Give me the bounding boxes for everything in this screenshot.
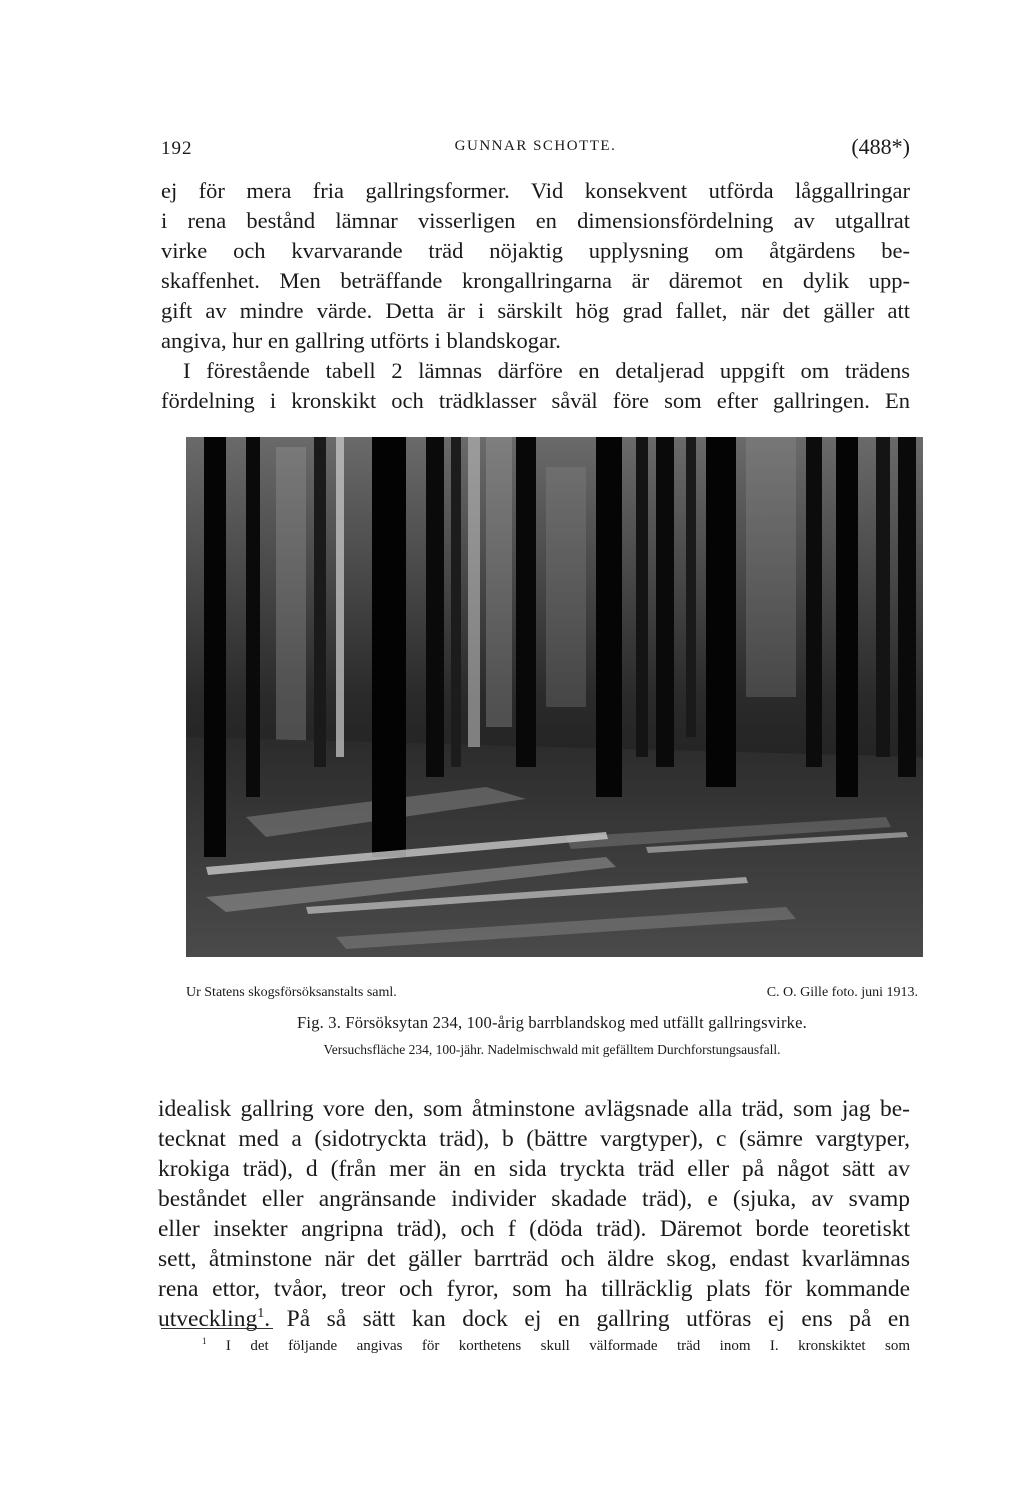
text-line: angiva, hur en gallring utförts i blandskogar. (161, 328, 561, 353)
text-line: virke och kvarvarande träd nöjaktig upplysning om åtgärdens be- (161, 238, 910, 263)
text-line: gift av mindre värde. Detta är i särskilt hög grad fallet, när det gäller att (161, 298, 910, 323)
footnote-divider (161, 1328, 273, 1329)
text-line: skaffenhet. Men beträffande krongallringarna är däremot en dylik upp- (161, 268, 910, 293)
text-line: beståndet eller angränsande individer skadade träd), e (sjuka, av svamp (158, 1186, 910, 1212)
text-line: tecknat med a (sidotryckta träd), b (bättre vargtyper), c (sämre vargtyper, (158, 1126, 910, 1152)
text-line: krokiga träd), d (från mer än en sida tryckta träd eller på något sätt av (158, 1156, 910, 1182)
forest-photo-svg (186, 437, 923, 957)
figure-source-left: Ur Statens skogsförsöksanstalts saml. (186, 985, 397, 1000)
text-line: I förestående tabell 2 lämnas därföre en detaljerad uppgift om trädens (183, 358, 910, 383)
text-fragment: På så sätt kan dock ej en gallring utföras ej ens på en (286, 1306, 910, 1332)
page-number: 192 (161, 138, 193, 159)
figure-caption-german: Versuchsfläche 234, 100-jähr. Nadelmischwald mit gefälltem Durchforstungsausfall. (323, 1042, 781, 1057)
paragraph-top (161, 176, 910, 416)
footnote-marker: 1 (202, 1336, 207, 1346)
text-line: sett, åtminstone när det gäller barrträd och äldre skog, endast kvarlämnas (158, 1246, 910, 1272)
text-line: idealisk gallring vore den, som åtminstone avlägsnade alla träd, som jag be- (158, 1096, 910, 1122)
text-line: utveckling$^1$. På så sätt kan dock ej en gallring utföras ej ens på en (158, 1305, 910, 1332)
footnote-text: I det följande angivas för korthetens skull välformade träd inom I. kronskiktet som (225, 1338, 910, 1354)
footnote-reference: 1 (257, 1305, 265, 1322)
text-fragment: utveckling (158, 1306, 258, 1332)
running-header (161, 134, 910, 174)
text-line: fördelning i kronskikt och trädklasser såväl före som efter gallringen. En (161, 388, 910, 413)
paragraph-bottom (158, 1094, 910, 1334)
figure-caption: Fig. 3. Försöksytan 234, 100-årig barrblandskog med utfällt gallringsvirke. (297, 1013, 807, 1032)
text-line: ej för mera fria gallringsformer. Vid konsekvent utförda låggallringar (161, 178, 910, 203)
text-line: eller insekter angripna träd), och f (döda träd). Däremot borde teoretiskt (158, 1216, 910, 1242)
footnote (202, 1338, 910, 1355)
text-line: rena ettor, tvåor, treor och fyror, som ha tillräcklig plats för kommande (158, 1276, 910, 1302)
section-number: (488*) (851, 134, 910, 159)
running-title: GUNNAR SCHOTTE. (454, 138, 617, 154)
text-line: i rena bestånd lämnar visserligen en dimensionsfördelning av utgallrat (161, 208, 910, 233)
forest-photograph (186, 437, 923, 957)
figure-source-right: C. O. Gille foto. juni 1913. (766, 985, 918, 1000)
